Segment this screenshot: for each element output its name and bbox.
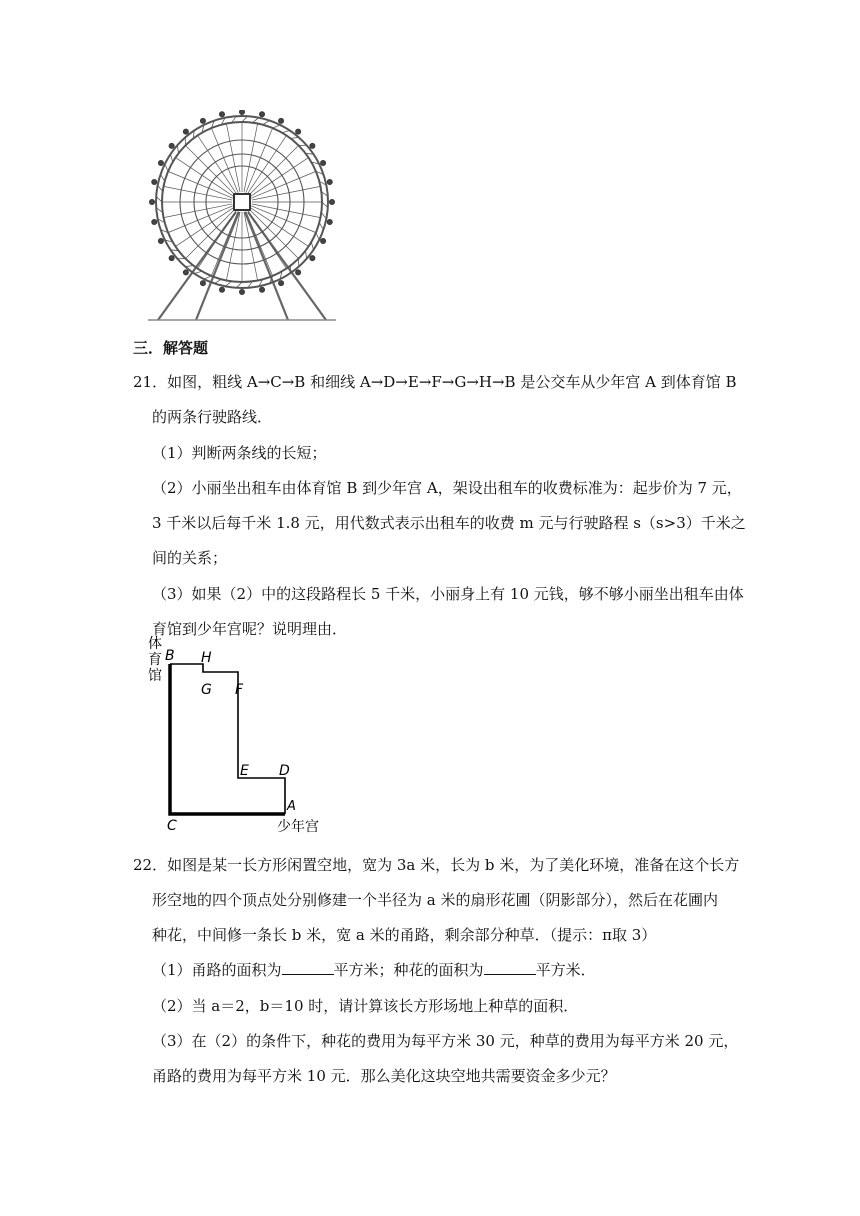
q22-number: 22．: [133, 856, 168, 874]
point-a-label: A: [287, 799, 296, 814]
q21-part-3a: （3）如果（2）中的这段路程长 5 千米，小丽身上有 10 元钱，够不够小丽坐出租车由体: [152, 585, 744, 603]
point-f-label: F: [235, 682, 244, 698]
q22-line-3: 种花，中间修一条长 b 米，宽 a 米的甬路，剩余部分种草．（提示：π取 3）: [152, 926, 657, 944]
q22-part-3b: 甬路的费用为每平方米 10 元．那么美化这块空地共需要资金多少元？: [152, 1067, 616, 1085]
ferris-wheel-image: [148, 110, 336, 322]
q21-part-2a: （2）小丽坐出租车由体育馆 B 到少年宫 A，架设出租车的收费标准为：起步价为 7 元，: [152, 479, 742, 497]
q21-part-2c: 间的关系；: [152, 549, 228, 567]
point-g-label: G: [201, 682, 212, 698]
answer-blank-flower-area[interactable]: [484, 960, 536, 975]
point-c-label: C: [167, 818, 177, 834]
venue-label-1: 体: [148, 636, 162, 652]
answer-blank-path-area[interactable]: [282, 960, 334, 975]
q21-part-2b: 3 千米以后每千米 1.8 元，用代数式表示出租车的收费 m 元与行驶路程 s（s>3）千米之: [152, 514, 746, 532]
q21-line-1: 21．如图，粗线 A→C→B 和细线 A→D→E→F→G→H→B 是公交车从少年宫 A 到体育馆 B: [133, 373, 737, 391]
q22-line-2: 形空地的四个顶点处分别修建一个半径为 a 米的扇形花圃（阴影部分），然后在花圃内: [152, 891, 718, 909]
q22-part-1: （1）甬路的面积为 平方米；种花的面积为 平方米．: [152, 961, 596, 979]
thin-route-line: [170, 664, 285, 814]
q22-part-3a: （3）在（2）的条件下，种花的费用为每平方米 30 元，种草的费用为每平方米 20 元，: [152, 1032, 739, 1050]
q21-line-2: 的两条行驶路线．: [152, 408, 273, 426]
palace-label: 少年宫: [277, 819, 319, 835]
point-e-label: E: [240, 763, 249, 779]
q22-line-1: 22．如图是某一长方形闲置空地，宽为 3a 米，长为 b 米，为了美化环境，准备在这个长方: [133, 856, 740, 874]
section-heading: 三．解答题: [133, 339, 209, 357]
q22-part-2: （2）当 a＝2，b＝10 时，请计算该长方形场地上种草的面积．: [152, 997, 579, 1015]
point-h-label: H: [201, 650, 212, 666]
q21-number: 21．: [133, 373, 168, 391]
point-d-label: D: [279, 763, 290, 779]
q21-part-1: （1）判断两条线的长短；: [152, 444, 327, 462]
venue-label-3: 馆: [148, 668, 162, 684]
route-diagram: [145, 632, 330, 837]
venue-label-2: 育: [148, 652, 162, 668]
thick-route-line: [170, 664, 285, 814]
q21-part-3b: 育馆到少年宫呢？说明理由．: [152, 620, 348, 638]
point-b-label: B: [165, 648, 175, 664]
